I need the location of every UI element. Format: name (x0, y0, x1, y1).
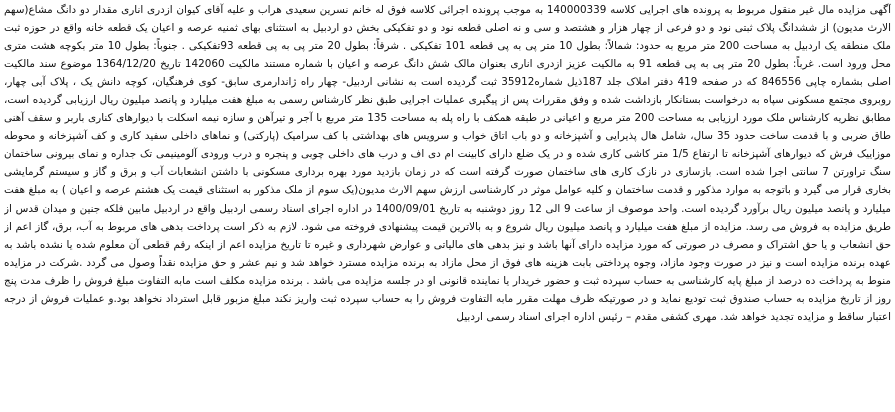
auction-notice (4, 1, 891, 410)
auction-notice-text: آگهی مزایده مال غیر منقول مربوط به پرونده های اجرایی کلاسه 140000339 به موجب پرونده اجرائی کلاسه فوق له خانم نسرین سعیدی هراب و علیه آقای کیوان ازدری اناری مقدار دو دانگ مشاع(سهم الارث مدیون) از ششدانگ پلاک ثبتی نود و دو فرعی از چهار هزار و هشتصد و سی و نه اصلی قطعه نود و دو تفکیکی بخش دو اردبیل به استثنای بهای ثمنیه عرصه و اعیان یک قطعه خانه واقع در حوزه ثبت ملک منطقه یک اردبیل به مساحت 200 متر مربع به حدود: شمالاً: بطول 10 متر پی به پی قطعه 101 تفکیکی . شرقاً: بطول 20 متر پی به پی قطعه 93تفکیکی . جنوباً: بطول 10 متر بکوچه هشت متری محل ورود است. غرباً: بطول 20 متر پی به پی قطعه 91 به مالکیت عزیز ازدری اناری بعنوان مالک شش دانگ عرصه و اعیان با شماره مستند مالکیت 142060 تاریخ 1364/12/20 موضوع سند مالکیت اصلی بشماره چاپی 846556 که در صفحه 419 دفتر املاک جلد 187ذیل شماره35912 ثبت گردیده است به نشانی اردبیل- چهار راه ژاندارمری سابق- کوی فرهنگیان، کوچه دانش یک ، پلاک آبی چهار، روبروی مجتمع مسکونی سپاه به درخواست بستانکار بازداشت شده و وفق مقررات پس از پیگیری عملیات اجرایی طبق نظر کارشناس رسمی به مبلغ هفت میلیارد و پانصد میلیون ریال ارزیابی گردیده است، مطابق نظریه کارشناس ملک مورد ارزیابی به مساحت 200 متر مربع و اعیانی در طبقه همکف با راه پله به مساحت 135 متر مربع با آجر و تیرآهن و سازه نیمه اسکلت با دیوارهای کناری باربر و سقف آهنی طاق ضربی و با قدمت ساخت حدود 35 سال، شامل هال پذیرایی و آشپزخانه و دو باب اتاق خواب و سرویس های بهداشتی با کف سرامیک (پارکتی) و نماهای داخلی سفید کاری و کف آشپزخانه و محوطه موزاییک فرش که دیوارهای آشپزخانه تا ارتفاع 1/5 متر کاشی کاری شده و در یک ضلع دارای کابینت ام دی اف و درب های داخلی چوبی و پنجره و درب ورودی آلومینیمی تک جداره و نمای بیرونی ساختمان سنگ تراورتن 7 سانتی اجرا شده است. بازسازی در نازک کاری های ساختمان صورت گرفته است که در زمان بازدید مورد بهره برداری مسکونی با داشتن انشعابات آب و برق و گاز و سیستم گرمایشی بخاری قرار می گیرد و باتوجه به موارد مذکور و قدمت ساختمان و کلیه عوامل موثر در کارشناسی ارزش سهم الارث مدیون(یک سوم از ملک مذکور به استثنای قیمت یک هشتم عرصه و اعیان ) به مبلغ هفت میلیارد و پانصد میلیون ریال برآورد گردیده است. واحد موصوف از ساعت 9 الی 12 روز دوشنبه به تاریخ 1400/09/01 در اداره اجرای اسناد رسمی اردبیل واقع در اردبیل مابین فلکه جنین و میدان قدس از طریق مزایده به فروش می رسد. مزایده از مبلغ هفت میلیارد و پانصد میلیون ریال شروع و به بالاترین قیمت پیشنهادی فروخته می شود. لازم به ذکر است پرداخت بدهی های مربوط به آب، برق، گاز اعم از حق انشعاب و یا حق اشتراک و مصرف در صورتی که مورد مزایده دارای آنها باشد و نیز بدهی های مالیاتی و عوارض شهرداری و غیره تا تاریخ مزایده اعم از اینکه رقم قطعی آن معلوم شده یا نشده باشد به عهده برنده مزایده است و نیز در صورت وجود مازاد، وجوه پرداختی بابت هزینه های فوق از محل مازاد به برنده مزایده مسترد خواهد شد و نیم عشر و حق مزایده نقداً وصول می گردد .شرکت در مزایده منوط به پرداخت ده درصد از مبلغ پایه کارشناسی به حساب سپرده ثبت و حضور خریدار یا نماینده قانونی او در جلسه مزایده می باشد . برنده مزایده مکلف است مابه التفاوت مبلغ فروش را ظرف مدت پنج روز از تاریخ مزایده به حساب صندوق ثبت تودیع نماید و در صورتیکه ظرف مهلت مقرر مابه التفاوت فروش را به حساب سپرده ثبت واریز نکند مبلغ مزبور قابل استرداد نخواهد بود.و عملیات فروش از درجه اعتبار ساقط و مزایده تجدید خواهد شد. مهری کشفی مقدم – رئیس اداره اجرای اسناد رسمی اردبیل (4, 4, 891, 323)
